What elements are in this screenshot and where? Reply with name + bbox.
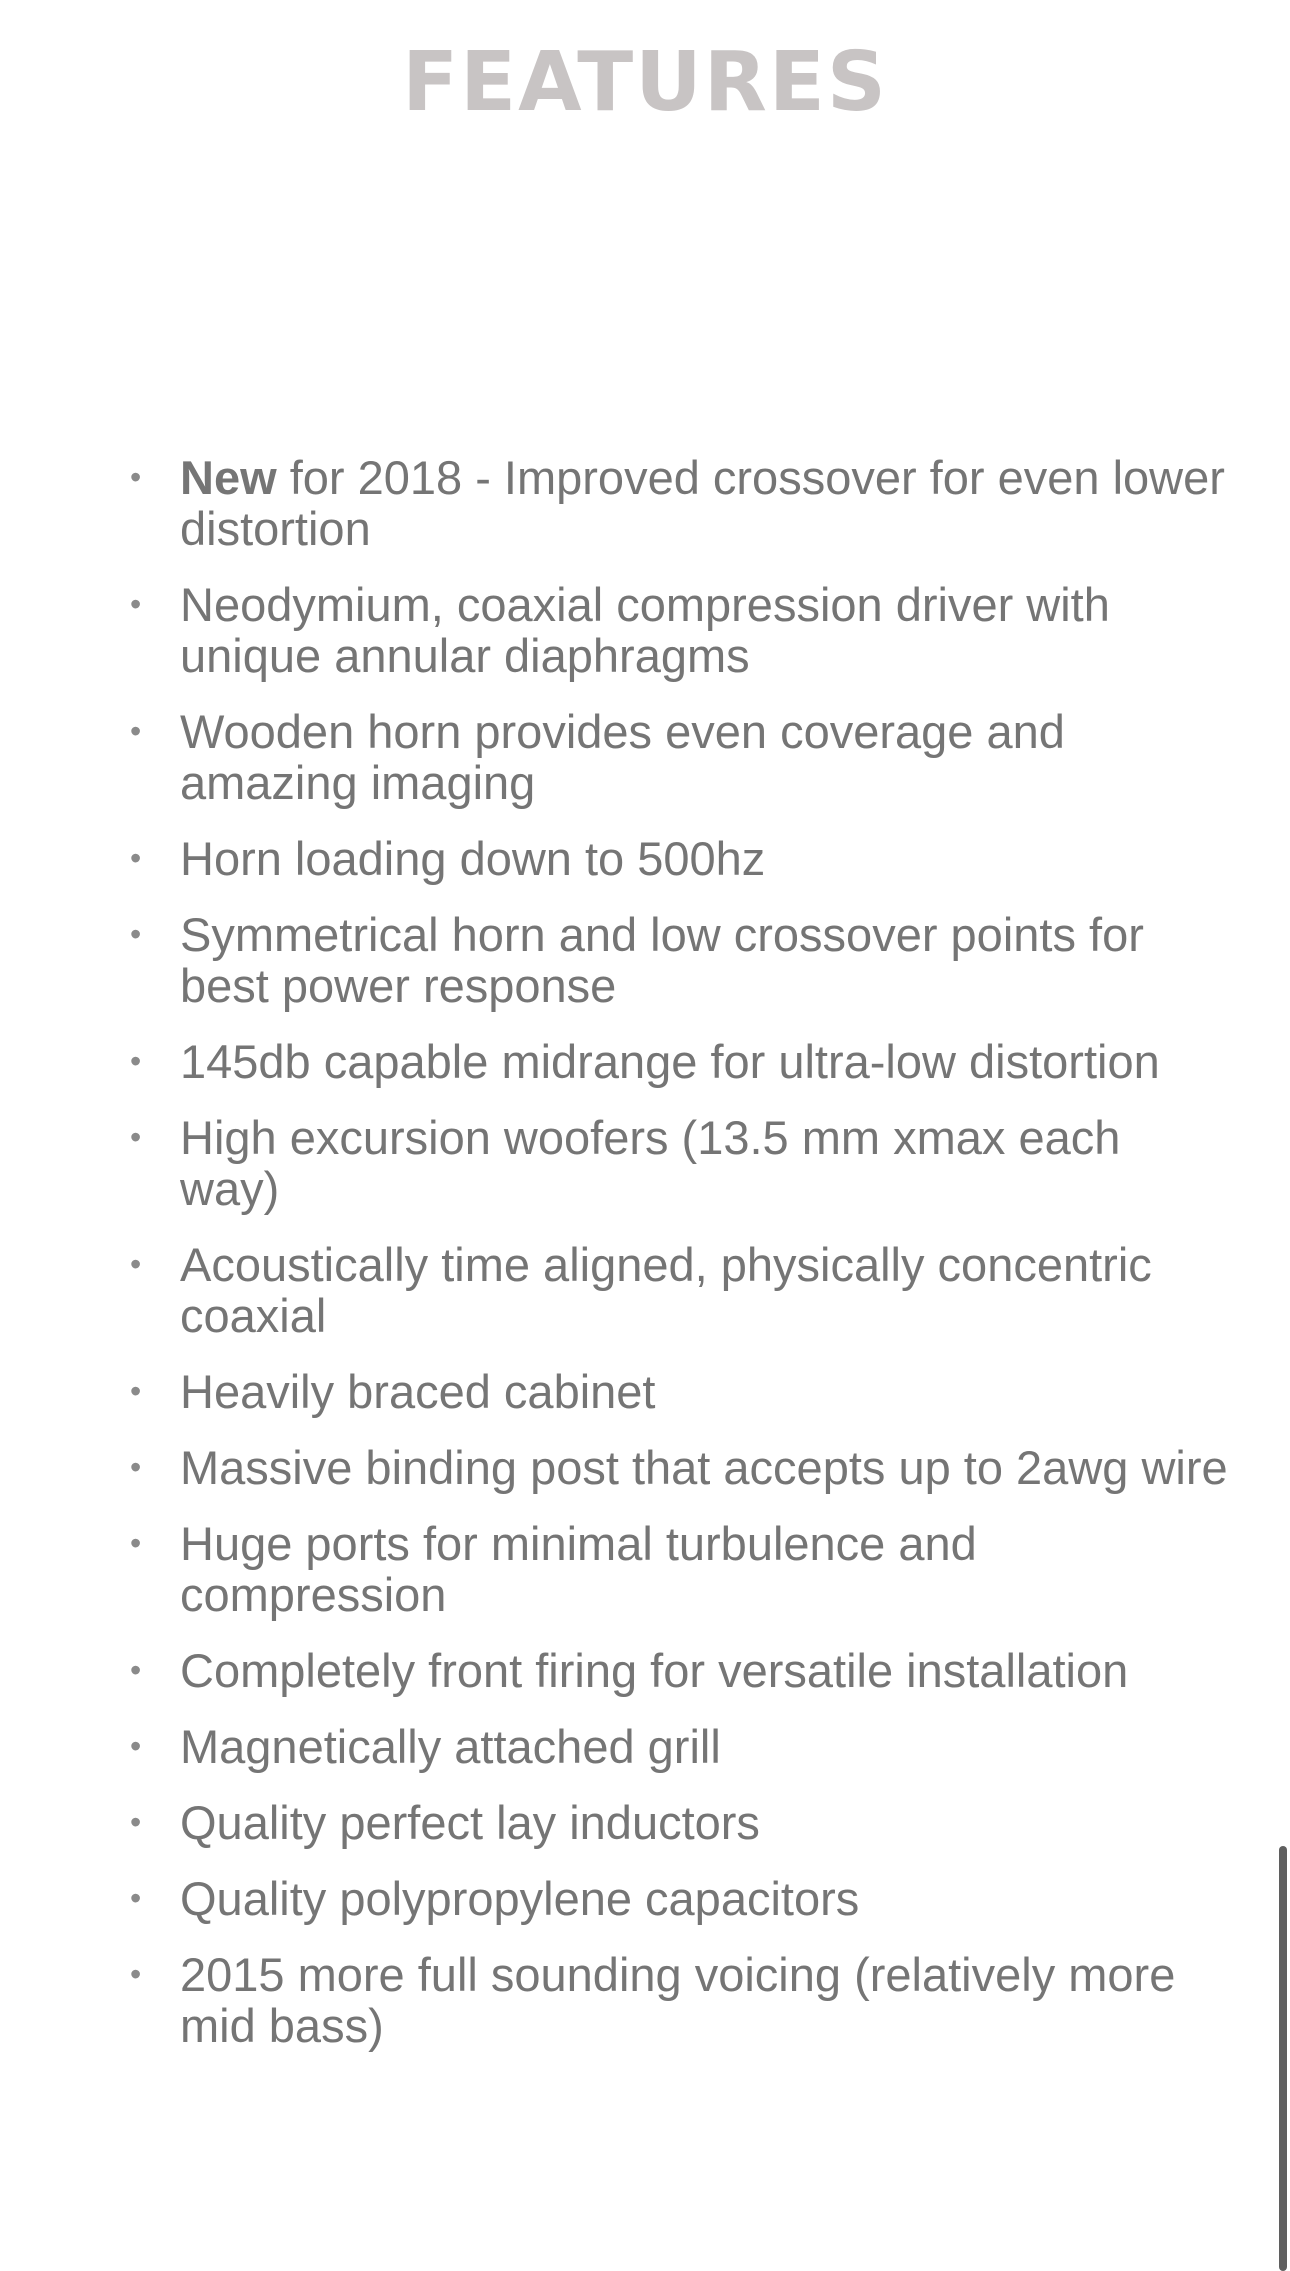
page-title: FEATURES: [402, 35, 888, 130]
list-item: [0, 833, 1230, 884]
feature-text: Wooden horn provides even coverage and amazing imaging: [180, 705, 1065, 809]
bullet-icon: •: [130, 1880, 142, 1916]
feature-text: Quality perfect lay inductors: [180, 1796, 760, 1849]
bullet-icon: •: [130, 1804, 142, 1840]
features-list: [0, 452, 1230, 2076]
list-item: [0, 1721, 1230, 1772]
list-item: [0, 1112, 1230, 1214]
list-item: [0, 1442, 1230, 1493]
feature-text: Acoustically time aligned, physically concentric coaxial: [180, 1238, 1152, 1342]
bullet-icon: •: [130, 840, 142, 876]
list-item: [0, 1518, 1230, 1620]
bullet-icon: •: [130, 586, 142, 622]
feature-text: High excursion woofers (13.5 mm xmax each way): [180, 1111, 1121, 1215]
feature-text: 2015 more full sounding voicing (relatively more mid bass): [180, 1948, 1176, 2052]
list-item: [0, 1645, 1230, 1696]
bullet-icon: •: [130, 1043, 142, 1079]
bullet-icon: •: [130, 916, 142, 952]
feature-text: Massive binding post that accepts up to 2awg wire: [180, 1441, 1228, 1494]
bullet-icon: •: [130, 459, 142, 495]
list-item: [0, 579, 1230, 681]
bullet-icon: •: [130, 1652, 142, 1688]
list-item: [0, 706, 1230, 808]
bullet-icon: •: [130, 1246, 142, 1282]
list-item: [0, 1036, 1230, 1087]
list-item: [0, 909, 1230, 1011]
feature-text: Heavily braced cabinet: [180, 1365, 656, 1418]
feature-text: Completely front firing for versatile installation: [180, 1644, 1129, 1697]
list-item: [0, 1873, 1230, 1924]
scrollbar[interactable]: [1276, 0, 1290, 2271]
feature-text: Magnetically attached grill: [180, 1720, 721, 1773]
feature-text: Neodymium, coaxial compression driver with unique annular diaphragms: [180, 578, 1110, 682]
bullet-icon: •: [130, 1119, 142, 1155]
bullet-icon: •: [130, 1728, 142, 1764]
bullet-icon: •: [130, 1525, 142, 1561]
scrollbar-thumb[interactable]: [1279, 1846, 1287, 2271]
bullet-icon: •: [130, 1956, 142, 1992]
list-item: [0, 1239, 1230, 1341]
bullet-icon: •: [130, 1449, 142, 1485]
list-item: [0, 452, 1230, 554]
feature-text: Quality polypropylene capacitors: [180, 1872, 860, 1925]
feature-text: 145db capable midrange for ultra-low distortion: [180, 1035, 1160, 1088]
feature-text: Huge ports for minimal turbulence and compression: [180, 1517, 977, 1621]
list-item: [0, 1366, 1230, 1417]
bullet-icon: •: [130, 1373, 142, 1409]
feature-text: Horn loading down to 500hz: [180, 832, 766, 885]
feature-text: Symmetrical horn and low crossover points for best power response: [180, 908, 1144, 1012]
list-item: [0, 1949, 1230, 2051]
new-badge-text: New: [180, 451, 277, 504]
bullet-icon: •: [130, 713, 142, 749]
list-item: [0, 1797, 1230, 1848]
feature-text: for 2018 - Improved crossover for even lower distortion: [180, 451, 1225, 555]
